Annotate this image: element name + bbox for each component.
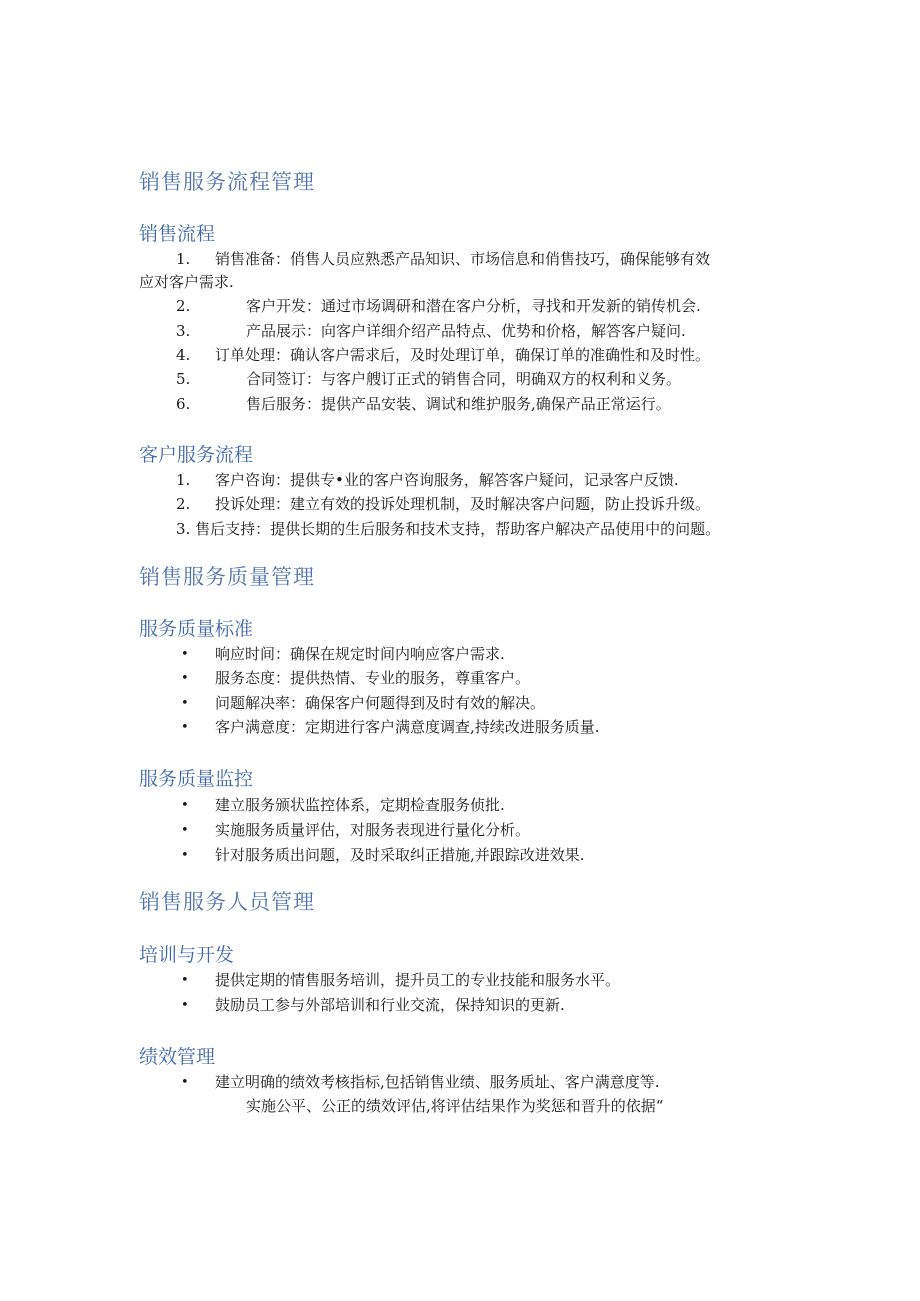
heading-quality-monitoring: 服务质量监控 <box>139 768 254 790</box>
bullet: • <box>181 998 189 1013</box>
bullet-item: 建立明确的绩效考核指标,包括销售业绩、服务质址、客户满意度等. <box>215 1073 660 1091</box>
list-item-text: 订单处理：确认客户需求后，及时处理订单，确保订单的准确性和及时性。 <box>215 346 711 364</box>
bullet-item: 问题解决率：确保客户何题得到及时有效的解决。 <box>215 694 546 712</box>
list-item-text: 售后服务：提供产品安装、调试和维护服务,确保产品正常运行。 <box>246 395 671 413</box>
list-number: 1. <box>176 250 191 268</box>
section-title-quality-management: 销售服务质量管理 <box>139 565 315 589</box>
bullet: • <box>181 1075 189 1090</box>
section-title-staff-management: 销售服务人员管理 <box>139 890 315 914</box>
list-item-text: 合同签订：与客户艘订正式的销售合同，明确双方的权利和义务。 <box>246 370 682 388</box>
bullet-item: 提供定期的情售服务培训，提升员工的专业技能和服务水平。 <box>215 971 621 989</box>
heading-performance: 绩效管理 <box>139 1046 216 1068</box>
list-item-text: 产品展示：向客户详细介绍产品特点、优势和价格，解答客户疑问. <box>246 322 686 340</box>
list-number: 2. <box>176 297 191 315</box>
list-item-text: 3. 售后支持：提供长期的生后服务和技术支持，帮助客户解决产品使用中的问题。 <box>176 520 721 538</box>
bullet: • <box>181 671 189 686</box>
heading-quality-standard: 服务质量标准 <box>139 618 254 640</box>
heading-training: 培训与开发 <box>139 944 235 966</box>
bullet: • <box>181 696 189 711</box>
bullet: • <box>181 973 189 988</box>
list-number: 6. <box>176 395 191 413</box>
heading-customer-service-process: 客户服务流程 <box>139 444 254 466</box>
list-number: 1. <box>176 471 191 489</box>
bullet-item-continued: 实施公平、公正的绩效评估,将评估结果作为奖惩和晋升的依据“ <box>246 1097 664 1115</box>
list-number: 4. <box>176 346 191 364</box>
bullet-item: 鼓励员工参与外部培训和行业交流，保持知识的更新. <box>215 996 565 1014</box>
bullet-item: 实施服务质量评估，对服务表现进行量化分析。 <box>215 821 531 839</box>
bullet-item: 针对服务质出问题，及时采取纠正措施,并跟踪改进效果. <box>215 846 585 864</box>
bullet: • <box>181 720 189 735</box>
list-number: 2. <box>176 495 191 513</box>
list-item-text: 销售准备：俏售人员应熟悉产品知识、市场信息和俏售技巧，确保能够有效 <box>215 250 711 268</box>
list-number: 5. <box>176 370 191 388</box>
bullet-item: 建立服务颁状监控体系，定期检查服务侦批. <box>215 796 505 814</box>
bullet: • <box>181 823 189 838</box>
bullet-item: 响应时间：确保在规定时间内响应客户需求. <box>215 645 505 663</box>
bullet-item: 客户满意度：定期进行客户满意度调查,持续改进服务质量. <box>215 718 600 736</box>
bullet-item: 服务态度：提供热情、专业的服务，尊重客户。 <box>215 669 531 687</box>
list-item-text: 投诉处理：建立有效的投诉处理机制，及时解决客户问题，防止投诉升级。 <box>215 495 711 513</box>
section-title-sales-process-management: 销售服务流程管理 <box>139 170 315 194</box>
list-number: 3. <box>176 322 191 340</box>
heading-sales-process: 销售流程 <box>139 223 216 245</box>
list-item-text: 客户开发：通过市场调研和潜在客户分析，寻找和开发新的销传机会. <box>246 297 701 315</box>
bullet: • <box>181 647 189 662</box>
bullet: • <box>181 798 189 813</box>
bullet: • <box>181 848 189 863</box>
list-item-text-continued: 应对客户需求. <box>139 273 234 291</box>
list-item-text: 客户咨询：提供专•业的客户咨询服务，解答客户疑问，记录客户反馈. <box>215 471 679 489</box>
